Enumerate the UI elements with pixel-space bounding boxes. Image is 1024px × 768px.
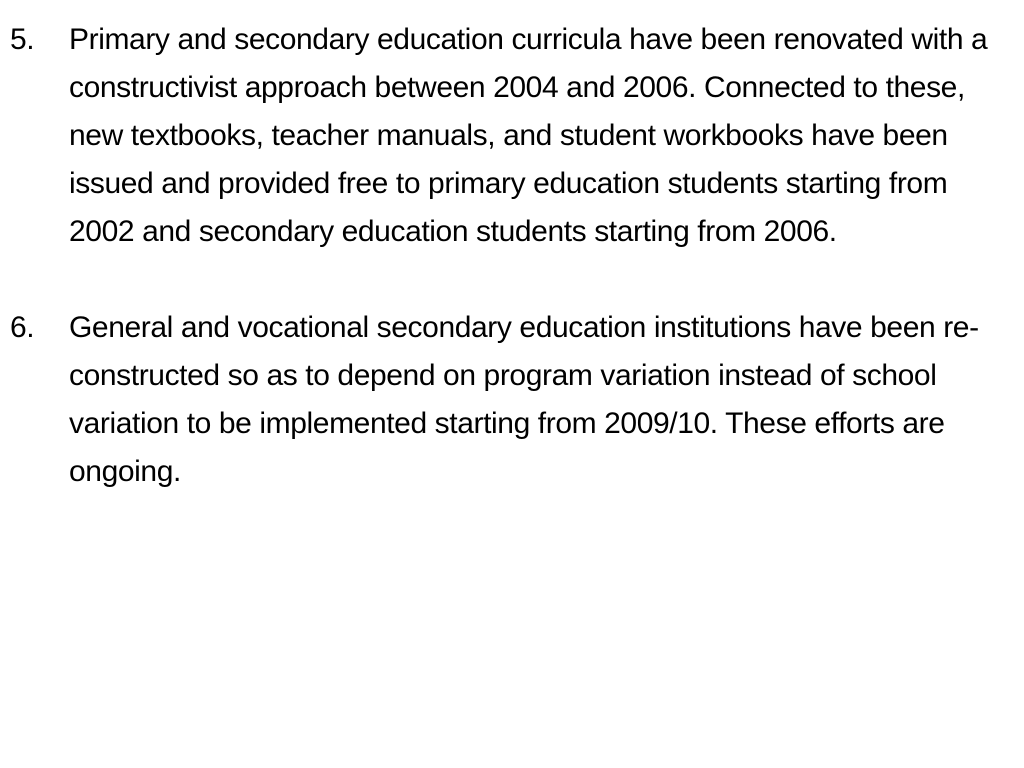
list-item xyxy=(10,304,1010,496)
list-item xyxy=(10,16,1010,256)
list-item-number: 5. xyxy=(10,23,35,56)
list-item-text: General and vocational secondary education institutions have been re-constructed so as to depend on program variation instead of school variation to be implemented starting from 2009/10. These efforts are ongoing. xyxy=(69,311,979,488)
list-item-number: 6. xyxy=(10,311,35,344)
list-item-text: Primary and secondary education curricula have been renovated with a constructivist approach between 2004 and 2006. Connected to these, new textbooks, teacher manuals, and student workbooks have been issued and provided free to primary education students starting from 2002 and secondary education students starting from 2006. xyxy=(69,23,988,248)
numbered-list xyxy=(10,16,1010,496)
